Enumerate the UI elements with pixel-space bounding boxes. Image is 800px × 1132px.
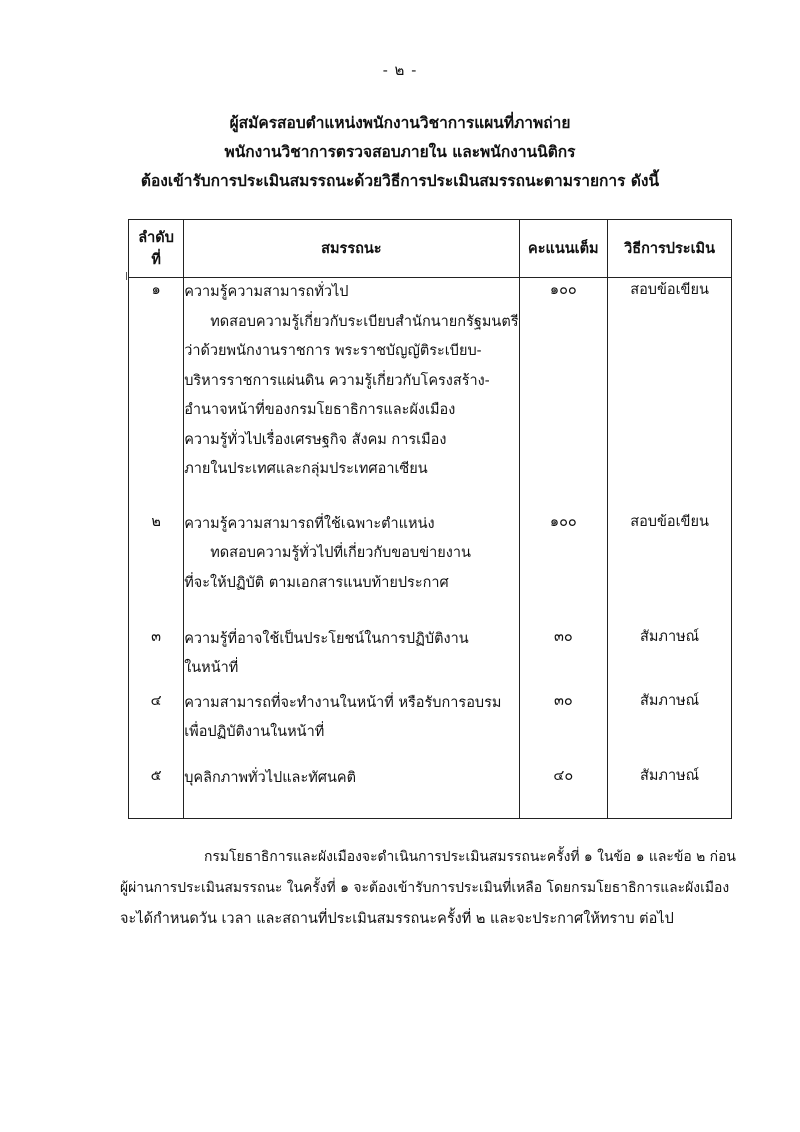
competency-detail-line: ว่าด้วยพนักงานราชการ พระราชบัญญัติระเบียบ- [184,343,482,359]
competency-title: ความรู้ความสามารถที่ใช้เฉพาะตำแหน่ง [184,515,435,532]
row-full-score: ๓๐ [519,689,608,764]
header-order-line1: ลำดับ [138,228,174,246]
competency-detail-line: อำนาจหน้าที่ของกรมโยธาธิการและผังเมือง [184,402,456,418]
row-order: ๒ [129,510,184,625]
competency-detail-line: ที่จะให้ปฏิบัติ ตามเอกสารแนบท้ายประกาศ [184,574,449,591]
header-method: วิธีการประเมิน [608,220,732,278]
table-row [129,510,732,625]
row-competency [184,510,519,625]
competency-title: ความสามารถที่จะทำงานในหน้าที่ หรือรับการอบรม [184,694,502,711]
heading-line: ผู้สมัครสอบตำแหน่งพนักงานวิชาการแผนที่ภาพถ่าย [229,113,571,132]
table-row [129,764,732,819]
header-full-score: คะแนนเต็ม [519,220,608,278]
competency-title: ความรู้ความสามารถทั่วไป [184,284,349,300]
row-full-score: ๔๐ [519,764,608,819]
header-order-line2: ที่ [151,250,161,268]
table-row [129,625,732,689]
page-number: - ๒ - [382,61,418,79]
paragraph-line: จะได้กำหนดวัน เวลา และสถานที่ประเมินสมรรถนะครั้งที่ ๒ และจะประกาศให้ทราบ ต่อไป [120,911,674,927]
competency-detail-line: ความรู้ทั่วไปเรื่องเศรษฐกิจ สังคม การเมือง [184,431,447,448]
row-method: สอบข้อเขียน [608,510,732,625]
row-method: สัมภาษณ์ [608,764,732,819]
header-order [129,220,184,278]
row-order: ๔ [129,689,184,764]
competency-detail-line: ทดสอบความรู้เกี่ยวกับระเบียบสำนักนายกรัฐมนตรี [210,313,519,330]
row-full-score: ๓๐ [519,625,608,689]
row-competency [184,764,519,819]
row-competency [184,689,519,764]
heading-line: พนักงานวิชาการตรวจสอบภายใน และพนักงานนิติกร [224,142,576,161]
paragraph-line: กรมโยธาธิการและผังเมืองจะดำเนินการประเมินสมรรถนะครั้งที่ ๑ ในข้อ ๑ และข้อ ๒ ก่อน [204,849,736,865]
closing-paragraph [120,842,740,935]
document-heading [0,108,800,195]
row-order: ๓ [129,625,184,689]
heading-line: ต้องเข้ารับการประเมินสมรรถนะด้วยวิธีการประเมินสมรรถนะตามรายการ ดังนี้ [140,171,660,190]
table-header-row [129,220,732,278]
row-order: ๑ [129,278,184,510]
row-order: ๕ [129,764,184,819]
row-competency [184,278,519,510]
margin-mark [126,272,127,280]
row-method: สัมภาษณ์ [608,689,732,764]
competency-detail-line: เพื่อปฏิบัติงานในหน้าที่ [184,724,325,740]
table-row [129,278,732,510]
competency-detail-line: บริหารราชการแผ่นดิน ความรู้เกี่ยวกับโครงสร้าง- [184,372,490,389]
competency-detail-line: ในหน้าที่ [184,660,239,676]
table-row [129,689,732,764]
row-method: สัมภาษณ์ [608,625,732,689]
row-method: สอบข้อเขียน [608,278,732,510]
paragraph-line: ผู้ผ่านการประเมินสมรรถนะ ในครั้งที่ ๑ จะต้องเข้ารับการประเมินที่เหลือ โดยกรมโยธาธิการและผังเมือง [120,880,730,896]
row-full-score: ๑๐๐ [519,278,608,510]
competency-title: บุคลิกภาพทั่วไปและทัศนคติ [184,769,357,786]
competency-detail-line: ภายในประเทศและกลุ่มประเทศอาเซียน [184,461,428,477]
competency-table [128,219,732,819]
competency-title: ความรู้ที่อาจใช้เป็นประโยชน์ในการปฏิบัติงาน [184,630,469,647]
header-competency: สมรรถนะ [184,220,519,278]
row-competency [184,625,519,689]
row-full-score: ๑๐๐ [519,510,608,625]
competency-detail-line: ทดสอบความรู้ทั่วไปที่เกี่ยวกับขอบข่ายงาน [210,545,471,561]
